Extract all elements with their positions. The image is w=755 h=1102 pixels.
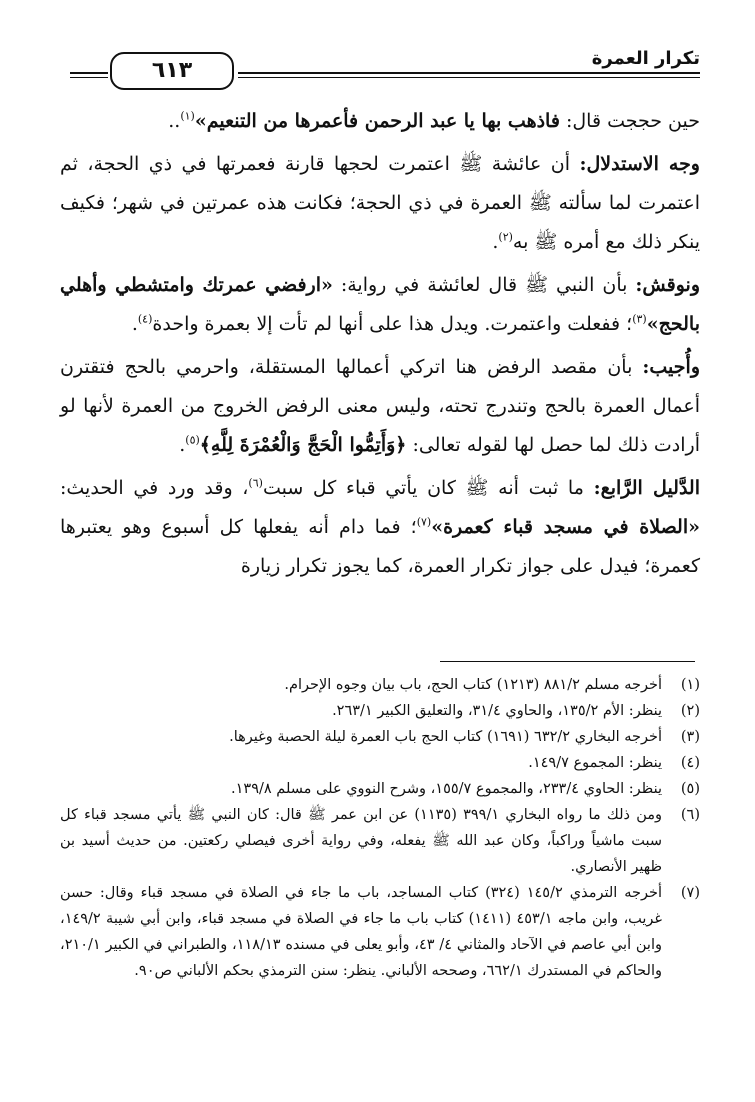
footnote-ref-3[interactable]: (٣) <box>632 312 647 326</box>
quran-verse: ﴿وَأَتِمُّوا الْحَجَّ وَالْعُمْرَةَ لِلَّهِ﴾ <box>199 434 407 456</box>
paragraph-5 <box>60 469 700 586</box>
footnote <box>60 724 700 750</box>
footnote <box>60 698 700 724</box>
footnote-text: ومن ذلك ما رواه البخاري ٣٩٩/١ (١١٣٥) عن ابن عمر ﷺ قال: كان النبي ﷺ يأتي مسجد قباء كل سبت ماشياً وراكباً، وكان عبد الله ﷺ يفعله، وفي رواية أخرى فيصلي ركعتين. من حديث أسيد بن ظهير الأنصاري. <box>60 807 662 875</box>
footnote-ref-5[interactable]: (٥) <box>185 433 200 447</box>
footnotes <box>60 672 700 984</box>
footnote-number: (٧) <box>680 885 700 901</box>
running-title: تكرار العمرة <box>591 48 700 69</box>
paragraph-3-intro: بأن النبي ﷺ قال لعائشة في رواية: <box>332 274 636 296</box>
page-header <box>70 44 700 94</box>
page-number: ٦١٣ <box>151 58 193 83</box>
footnote-number: (٤) <box>680 755 700 771</box>
paragraph-1-intro: حين حججت قال: <box>559 110 700 132</box>
footnote-text: ينظر: المجموع ١٤٩/٧. <box>528 755 662 771</box>
footnote-text: أخرجه مسلم ٨٨١/٢ (١٢١٣) كتاب الحج، باب بيان وجوه الإحرام. <box>284 677 662 693</box>
footnote-number: (١) <box>680 677 700 693</box>
footnote <box>60 880 700 984</box>
footnote-text: ينظر: الحاوي ٢٣٣/٤، والمجموع ١٥٥/٧، وشرح النووي على مسلم ١٣٩/٨. <box>231 781 662 797</box>
footnote-ref-2[interactable]: (٢) <box>498 230 513 244</box>
footnote-ref-4[interactable]: (٤) <box>137 312 153 326</box>
footnote-separator <box>440 661 695 662</box>
paragraph-2-text: أن عائشة ﷺ اعتمرت لحجها قارنة فعمرتها في ذي الحجة، ثم اعتمرت لما سألته ﷺ العمرة في ذي الحجة؛ فكانت هذه عمرتين في شهر؛ فكيف ينكر ذلك مع أمره ﷺ به <box>60 153 700 253</box>
footnote-number: (٦) <box>680 807 700 823</box>
paragraph-2 <box>60 145 700 262</box>
paragraph-3-end: . <box>131 313 138 335</box>
paragraph-1-end: .. <box>168 110 181 132</box>
header-rule-left <box>70 72 108 78</box>
heading-istidlal: وجه الاستدلال: <box>579 153 700 175</box>
hadith-quote-5: «الصلاة في مسجد قباء كعمرة» <box>431 516 700 538</box>
footnote-ref-7[interactable]: (٧) <box>416 515 432 529</box>
paragraph-5-text: ؛ فما دام أنه يفعلها كل أسبوع وهو يعتبرها كعمرة؛ فيدل على جواز تكرار العمرة، كما يجوز تكرار زيارة <box>60 516 700 577</box>
paragraph-5-intro: ما ثبت أنه ﷺ كان يأتي قباء كل سبت <box>262 477 594 499</box>
header-rule-right <box>238 72 700 78</box>
footnote <box>60 802 700 880</box>
paragraph-2-end: . <box>492 231 499 253</box>
paragraph-3-text: ؛ ففعلت واعتمرت. ويدل هذا على أنها لم تأت إلا بعمرة واحدة <box>152 313 633 335</box>
paragraph-5-mid: ، وقد ورد في الحديث: <box>60 477 249 499</box>
hadith-quote-3: «ارفضي عمرتك وامتشطي وأهلي بالحج» <box>60 274 700 335</box>
paragraph-1 <box>60 102 700 141</box>
heading-ujib: وأُجيب: <box>642 356 700 378</box>
footnote-text: أخرجه البخاري ٦٣٢/٢ (١٦٩١) كتاب الحج باب العمرة ليلة الحصبة وغيرها. <box>229 729 662 745</box>
footnote <box>60 672 700 698</box>
footnote-number: (٢) <box>680 703 700 719</box>
heading-dalil-rabi: الدَّليل الرَّابع: <box>593 477 701 499</box>
main-text <box>60 102 700 590</box>
footnote-number: (٣) <box>680 729 700 745</box>
footnote-ref-6[interactable]: (٦) <box>248 476 263 490</box>
footnote <box>60 750 700 776</box>
heading-nuqish: ونوقش: <box>635 274 700 296</box>
footnote-text: ينظر: الأم ١٣٥/٢، والحاوي ٣١/٤، والتعليق الكبير ٢٦٣/١. <box>332 703 662 719</box>
paragraph-4-text: بأن مقصد الرفض هنا اتركي أعمالها المستقلة، واحرمي بالحج فتقترن أعمال العمرة بالحج وتندرج تحته، وليس معنى الرفض الخروج من العمرة لأنها لو أرادت ذلك لما حصل لها لقوله تعالى: <box>60 356 700 456</box>
hadith-quote-1: فاذهب بها يا عبد الرحمن فأعمرها من التنعيم» <box>194 110 560 132</box>
footnote-ref-1[interactable]: (١) <box>180 109 195 123</box>
footnote-text: أخرجه الترمذي ١٤٥/٢ (٣٢٤) كتاب المساجد، باب ما جاء في الصلاة في مسجد قباء وقال: حسن غريب، وابن ماجه ٤٥٣/١ (١٤١١) كتاب باب ما جاء في الصلاة في مسجد قباء، وابن أبي شيبة ١٤٩/٢، وابن أبي عاصم في الآحاد والمثاني ٤/ ٤٣، وأبو يعلى في مسنده ١١٨/١٣، والطبراني في الكبير ٢١٠/١، والحاكم في المستدرك ٦٦٢/١، وصححه الألباني. ينظر: سنن الترمذي بحكم الألباني ص٩٠. <box>60 885 662 979</box>
footnote <box>60 776 700 802</box>
paragraph-4-end: . <box>179 434 186 456</box>
paragraph-4 <box>60 348 700 465</box>
footnote-number: (٥) <box>680 781 700 797</box>
paragraph-3 <box>60 266 700 344</box>
